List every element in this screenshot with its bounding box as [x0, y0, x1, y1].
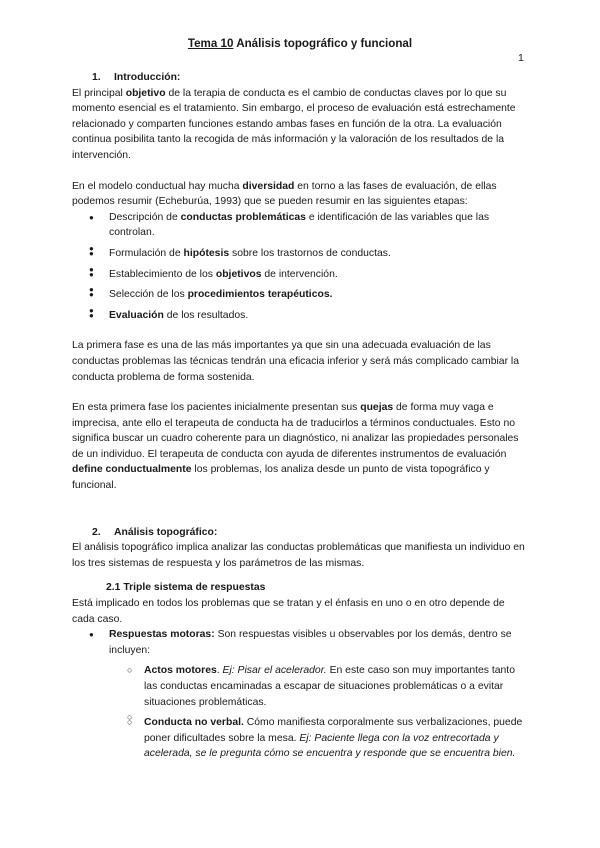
intro-paragraph [72, 86, 527, 164]
section-2-number: 2. [92, 526, 101, 538]
text-run: los problemas, los analiza desde un punto de vista topográfico y funcional. [72, 464, 490, 492]
complaints-paragraph [72, 400, 527, 494]
example-text: Ej: Pisar el acelerador. [222, 665, 327, 677]
text-run: Son respuestas visibles u observables por los demás, dentro se incluyen: [109, 629, 512, 656]
text-run: de los resultados. [163, 309, 249, 321]
section-1-title: Introducción: [114, 72, 181, 83]
text-run: Cómo manifiesta corporalmente sus verbalizaciones, puede poner dificultades sobre la mesa. [144, 717, 523, 744]
list-item [72, 287, 527, 303]
text-run: Formulación de [109, 247, 184, 259]
list-item-motor-responses [72, 627, 527, 658]
model-paragraph [72, 179, 527, 210]
sublist-item [72, 715, 527, 762]
spacer [72, 164, 527, 179]
first-phase-paragraph: La primera fase es una de las más importantes ya que sin una adecuada evaluación de las conductas problemas las técnicas tendrán una eficacia inferior y será más complicado cambiar la conducta problema de forma sostenida. [72, 340, 520, 383]
subsection-2-1-heading: 2.1 Triple sistema de respuestas [106, 582, 266, 594]
topographic-paragraph: El análisis topográfico implica analizar las conductas problemáticas que manifiesta un individuo en los tres sistemas de respuesta y los parámetros de las mismas. [72, 542, 525, 569]
emphasis: diversidad [242, 180, 295, 192]
emphasis: define conductualmente [72, 464, 192, 476]
spacer [72, 385, 527, 400]
spacer [72, 494, 527, 525]
section-1-heading [72, 70, 527, 86]
list-item [72, 267, 527, 283]
text-run: e identificación de las variables que las controlan. [109, 211, 490, 239]
text-run: de forma muy vaga e imprecisa, ante ello el terapeuta de conducta ha de traducirlos a términos conductuales. Esto no significa buscar un cuadro coherente para un diagnóstico, ni analizar las propiedades personales de un individuo. El terapeuta de conducta con ayuda de diferentes instrumentos de evaluación [72, 402, 519, 460]
stages-list [72, 210, 527, 324]
sublist-item [72, 663, 527, 710]
emphasis: Conducta no verbal. [144, 717, 244, 729]
emphasis: quejas [360, 402, 394, 414]
example-text: Ej: Paciente llega con la voz entrecortada y acelerada, se le pregunta cómo se encuentra y responde que se encuentra bien. [144, 732, 516, 760]
title-topic-number: Tema 10 [187, 37, 234, 50]
text-run: . [216, 665, 223, 677]
emphasis: hipótesis [183, 247, 230, 259]
text-run: Selección de los [109, 289, 188, 301]
text-run: sobre los trastornos de conductas. [229, 247, 391, 259]
text-run: Descripción de [109, 211, 181, 223]
section-2-heading [72, 525, 527, 541]
section-2-title: Análisis topográfico: [114, 526, 218, 538]
motor-subitems-list [72, 663, 527, 762]
document-body [72, 70, 527, 762]
section-1-number: 1. [92, 72, 101, 83]
text-run: de intervención. [261, 268, 338, 280]
emphasis: procedimientos terapéuticos. [187, 289, 333, 301]
emphasis: Respuestas motoras: [109, 629, 215, 641]
list-item [72, 308, 527, 324]
emphasis: objetivos [215, 268, 262, 280]
text-run: En el modelo conductual hay mucha [72, 180, 243, 192]
page-number: 1 [518, 52, 524, 64]
subsection-2-1-paragraph: Está implicado en todos los problemas que se tratan y el énfasis en uno o en otro depende de cada caso. [72, 598, 505, 625]
spacer [72, 571, 527, 580]
document-title [0, 37, 600, 50]
list-item [72, 210, 527, 241]
emphasis: objetivo [125, 87, 166, 99]
emphasis: Actos motores [144, 665, 217, 677]
text-run: En este caso son muy importantes tanto las conductas encaminadas a escapar de situaciones problemáticas o a evitar situaciones problemáticas. [144, 665, 515, 708]
spacer [72, 323, 527, 338]
text-run: En esta primera fase los pacientes inicialmente presentan sus [72, 402, 361, 414]
title-topic-name: Análisis topográfico y funcional [233, 37, 413, 50]
text-run: El principal [72, 87, 126, 99]
list-item [72, 246, 527, 262]
response-systems-list [72, 627, 527, 658]
emphasis: Evaluación [109, 309, 164, 321]
text-run: de la terapia de conducta es el cambio de conductas claves por lo que su momento esencial es el tratamiento. Sin embargo, el proceso de evaluación está estrechamente relacionado y comparten funciones estando ambas fases en función de la otra. La evaluación continua posibilita tanto la recogida de más información y la valoración de los resultados de la intervención. [72, 87, 516, 161]
text-run: en torno a las fases de evaluación, de ellas podemos resumir (Echeburúa, 1993) que se pueden resumir en las siguientes etapas: [72, 180, 497, 208]
text-run: Establecimiento de los [109, 268, 216, 280]
emphasis: conductas problemáticas [180, 211, 306, 223]
